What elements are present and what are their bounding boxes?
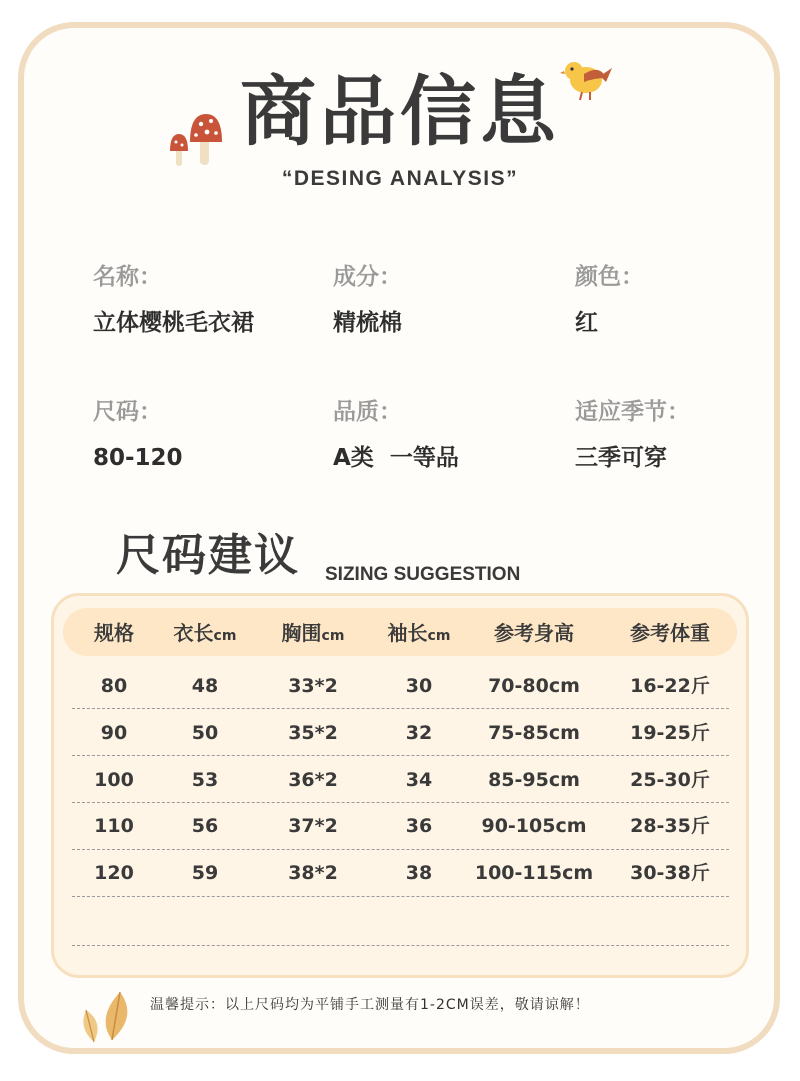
column-header-unit: cm	[321, 628, 345, 644]
table-cell: 100	[94, 769, 134, 791]
table-cell: 30	[405, 675, 433, 697]
leaf-icon	[76, 988, 140, 1046]
table-cell: 59	[191, 862, 219, 884]
table-cell: 90	[100, 722, 128, 744]
table-cell: 75-85cm	[488, 722, 580, 744]
info-value-season: 三季可穿	[575, 445, 667, 471]
row-divider	[72, 708, 729, 709]
column-header-unit: cm	[213, 628, 237, 644]
table-cell: 90-105cm	[481, 815, 587, 837]
table-cell: 48	[191, 675, 219, 697]
table-cell: 32	[405, 722, 433, 744]
info-value-name: 立体樱桃毛衣裙	[93, 310, 254, 336]
column-header	[59, 623, 169, 643]
table-cell: 85-95cm	[488, 769, 580, 791]
footer-tip: 温馨提示：以上尺码均为平铺手工测量有1-2CM误差，敬请谅解！	[150, 997, 590, 1013]
column-header	[600, 623, 740, 643]
info-label-color: 颜色：	[575, 264, 644, 290]
table-cell: 80	[100, 675, 128, 697]
row-divider	[72, 802, 729, 803]
info-label-season: 适应季节：	[575, 399, 690, 425]
row-divider	[72, 849, 729, 850]
info-value-material: 精梳棉	[333, 310, 402, 336]
info-value-quality: A类 一等品	[333, 445, 459, 471]
row-divider	[72, 755, 729, 756]
column-header-unit: cm	[427, 628, 451, 644]
row-divider	[72, 945, 729, 946]
table-cell: 120	[94, 862, 134, 884]
table-cell: 110	[94, 815, 134, 837]
info-label-size: 尺码：	[93, 399, 162, 425]
column-header-label: 规格	[94, 621, 134, 645]
info-label-quality: 品质：	[333, 399, 402, 425]
table-cell: 35*2	[288, 722, 338, 744]
info-value-color: 红	[575, 310, 598, 336]
table-cell: 38*2	[288, 862, 338, 884]
info-label-material: 成分：	[333, 264, 402, 290]
page-subtitle: “DESING ANALYSIS”	[281, 167, 519, 190]
table-cell: 36*2	[288, 769, 338, 791]
table-cell: 38	[405, 862, 433, 884]
column-header	[459, 623, 609, 643]
table-cell: 50	[191, 722, 219, 744]
column-header-label: 参考身高	[494, 621, 574, 645]
info-label-name: 名称：	[93, 264, 162, 290]
table-cell: 25-30斤	[630, 769, 710, 791]
column-header	[160, 623, 250, 643]
table-cell: 100-115cm	[474, 862, 594, 884]
column-header-label: 衣长	[173, 621, 214, 645]
column-header-label: 参考体重	[630, 621, 710, 645]
table-cell: 36	[405, 815, 433, 837]
column-header	[253, 623, 373, 643]
table-cell: 34	[405, 769, 433, 791]
table-cell: 56	[191, 815, 219, 837]
table-cell: 33*2	[288, 675, 338, 697]
column-header-label: 袖长	[387, 621, 428, 645]
sizing-title: 尺码建议	[116, 530, 300, 581]
column-header	[369, 623, 469, 643]
table-cell: 16-22斤	[630, 675, 710, 697]
table-cell: 19-25斤	[630, 722, 710, 744]
sizing-subtitle: SIZING SUGGESTION	[325, 564, 521, 585]
table-cell: 30-38斤	[630, 862, 710, 884]
row-divider	[72, 896, 729, 897]
table-cell: 37*2	[288, 815, 338, 837]
table-cell: 70-80cm	[488, 675, 580, 697]
table-cell: 28-35斤	[630, 815, 710, 837]
column-header-label: 胸围	[281, 621, 322, 645]
table-cell: 53	[191, 769, 219, 791]
page-title: 商品信息	[240, 67, 560, 156]
info-value-size: 80-120	[93, 445, 183, 471]
